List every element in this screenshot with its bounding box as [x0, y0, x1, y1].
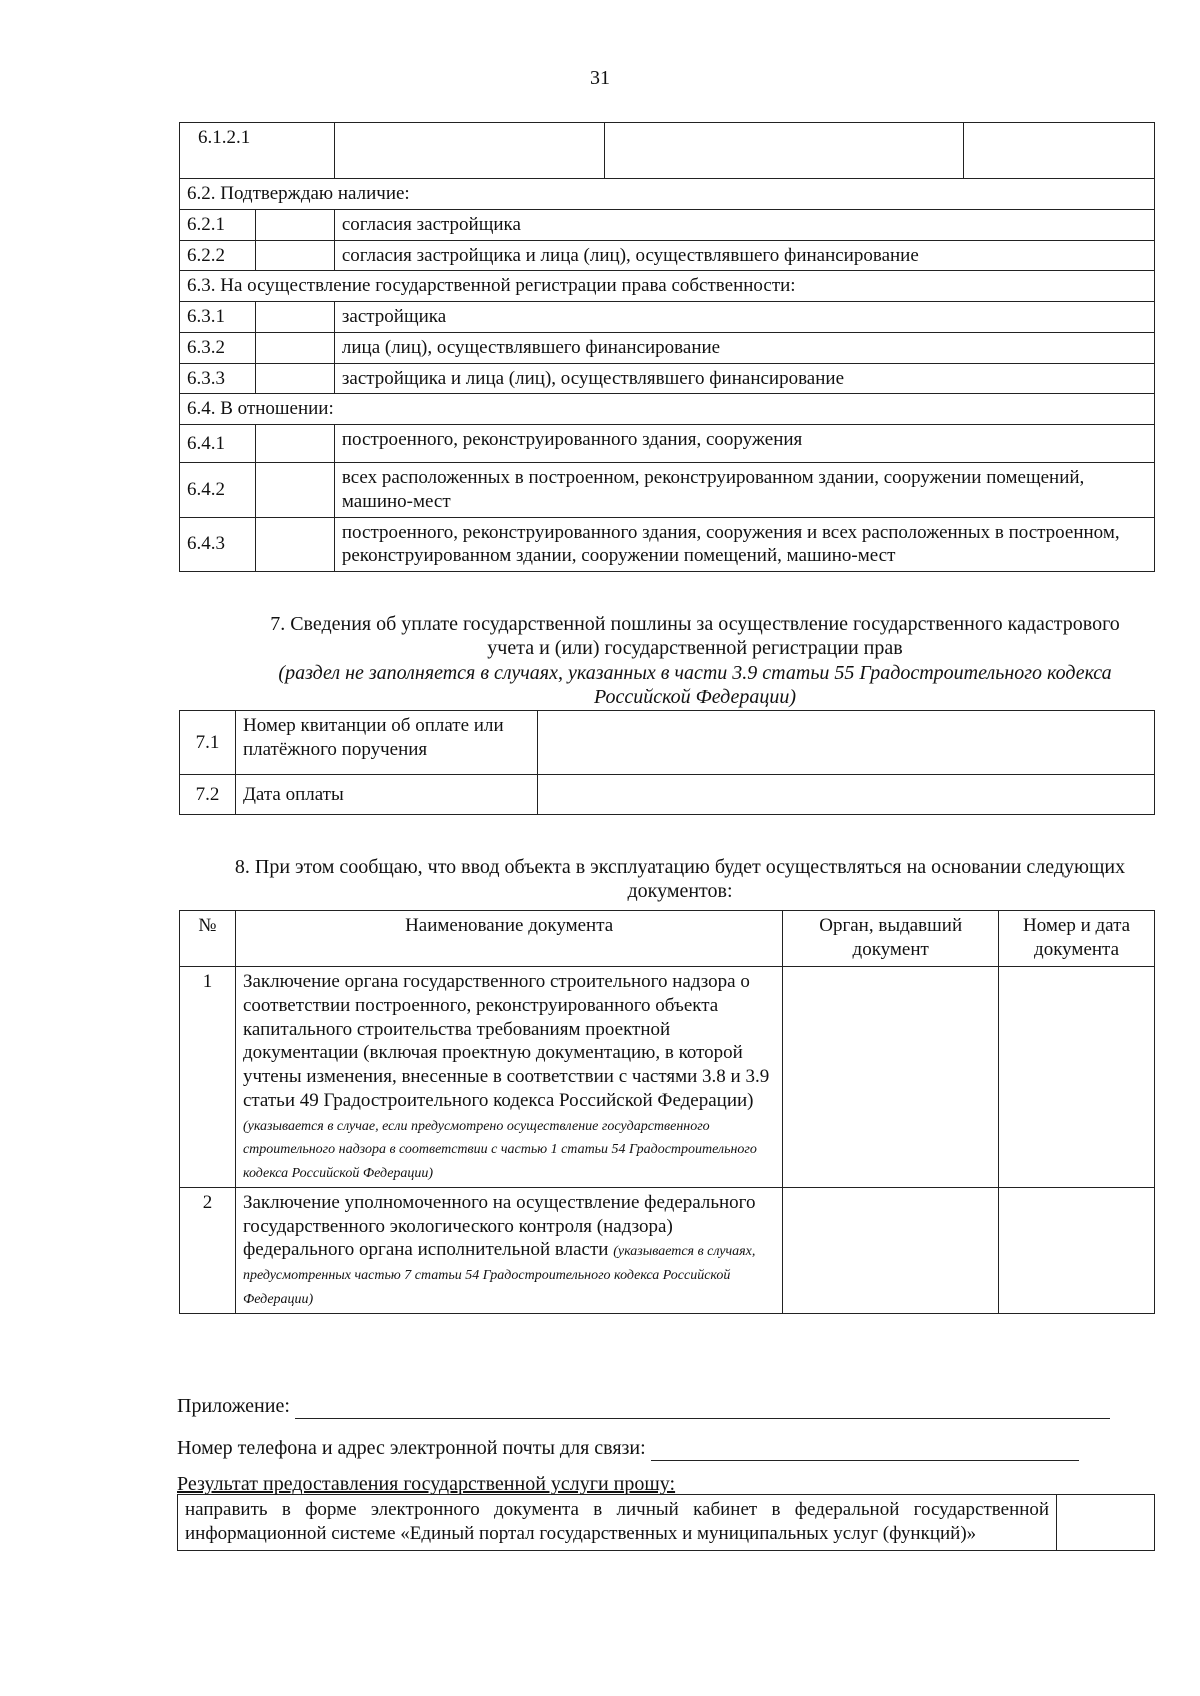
row-code-6121: 6.1.2.1: [180, 123, 335, 179]
text-6-2-2: согласия застройщика и лица (лиц), осуществлявшего финансирование: [334, 240, 1154, 271]
contact-field[interactable]: [651, 1441, 1079, 1461]
label-7-1: Номер квитанции об оплате или платёжного поручения: [235, 711, 537, 775]
text-6-2-1: согласия застройщика: [334, 209, 1154, 240]
contact-row: [177, 1436, 1079, 1461]
code-6-3-1: 6.3.1: [180, 302, 256, 333]
attachment-label: Приложение:: [177, 1395, 290, 1417]
text-6-4-1: построенного, реконструированного здания, сооружения: [334, 425, 1154, 463]
label-7-2: Дата оплаты: [235, 775, 537, 815]
header-issuing-authority: Орган, выдавший документ: [783, 911, 999, 967]
field-6121-b[interactable]: [604, 123, 964, 179]
payment-date-field[interactable]: [537, 775, 1154, 815]
section-7-table: [179, 710, 1155, 815]
field-6121-a[interactable]: [334, 123, 604, 179]
header-number: №: [180, 911, 236, 967]
doc-2-number: 2: [180, 1187, 236, 1313]
header-document-name: Наименование документа: [235, 911, 782, 967]
checkbox-6-2-2[interactable]: [255, 240, 334, 271]
doc-1-note: (указывается в случае, если предусмотрено осуществление государственного строительного надзора в соответствии с частью 1 статьи 54 Градостроительного кодекса Российской Федерации): [242, 1118, 757, 1181]
section-8-title: 8. При этом сообщаю, что ввод объекта в эксплуатацию будет осуществляться на основании следующих документов:: [234, 856, 1126, 903]
checkbox-6-3-2[interactable]: [255, 332, 334, 363]
code-6-2-1: 6.2.1: [180, 209, 256, 240]
doc-1-number-date-field[interactable]: [999, 967, 1155, 1188]
code-7-1: 7.1: [180, 711, 236, 775]
checkbox-6-4-2[interactable]: [255, 463, 334, 518]
checkbox-6-2-1[interactable]: [255, 209, 334, 240]
checkbox-6-4-3[interactable]: [255, 517, 334, 572]
attachment-field[interactable]: [295, 1399, 1110, 1419]
doc-1-number: 1: [180, 967, 236, 1188]
result-option-text: направить в форме электронного документа в личный кабинет в федеральной государственной информационной системе «Единый портал государственных и муниципальных услуг (функций)»: [178, 1495, 1057, 1551]
section-7-note: (раздел не заполняется в случаях, указанных в части 3.9 статьи 55 Градостроительного кодекса Российской Федерации): [278, 661, 1112, 709]
section-6-table: [179, 122, 1155, 572]
code-6-3-2: 6.3.2: [180, 332, 256, 363]
field-6121-c[interactable]: [964, 123, 1155, 179]
doc-1-name: Заключение органа государственного строительного надзора о соответствии построенного, реконструированного объекта капитального строительства требованиям проектной документации (включая проектную документацию, в которой учтены изменения, внесенные в соответствии с частями 3.8 и 3.9 статьи 49 Градостроительного кодекса Российской Федерации): [242, 971, 770, 1111]
result-label: Результат предоставления государственной услуги прошу:: [177, 1473, 676, 1495]
code-6-2-2: 6.2.2: [180, 240, 256, 271]
code-6-3-3: 6.3.3: [180, 363, 256, 394]
heading-6-4: 6.4. В отношении:: [180, 394, 1155, 425]
result-option-checkbox[interactable]: [1057, 1495, 1155, 1551]
result-table: [177, 1494, 1155, 1551]
doc-1-authority-field[interactable]: [783, 967, 999, 1188]
receipt-number-field[interactable]: [537, 711, 1154, 775]
checkbox-6-3-3[interactable]: [255, 363, 334, 394]
doc-1-name-cell: [235, 967, 782, 1188]
doc-2-note: (указывается в случаях, предусмотренных частью 7 статьи 54 Градостроительного кодекса Российской Федерации): [242, 1244, 756, 1307]
header-number-date: Номер и дата документа: [999, 911, 1155, 967]
doc-2-number-date-field[interactable]: [999, 1187, 1155, 1313]
heading-6-2: 6.2. Подтверждаю наличие:: [180, 179, 1155, 210]
section-7-title: 7. Сведения об уплате государственной пошлины за осуществление государственного кадастрового учета и (или) государственной регистрации прав: [270, 613, 1120, 660]
text-6-3-1: застройщика: [334, 302, 1154, 333]
heading-6-3: 6.3. На осуществление государственной регистрации права собственности:: [180, 271, 1155, 302]
text-6-4-3: построенного, реконструированного здания, сооружения и всех расположенных в построенном, реконструированном здании, сооружении помещений, машино-мест: [334, 517, 1154, 572]
attachment-row: [177, 1394, 1110, 1419]
code-6-4-1: 6.4.1: [180, 425, 256, 463]
code-6-4-3: 6.4.3: [180, 517, 256, 572]
doc-2-authority-field[interactable]: [783, 1187, 999, 1313]
code-7-2: 7.2: [180, 775, 236, 815]
text-6-4-2: всех расположенных в построенном, реконструированном здании, сооружении помещений, машино-мест: [334, 463, 1154, 518]
contact-label: Номер телефона и адрес электронной почты для связи:: [177, 1437, 646, 1459]
checkbox-6-3-1[interactable]: [255, 302, 334, 333]
checkbox-6-4-1[interactable]: [255, 425, 334, 463]
doc-2-name-cell: [235, 1187, 782, 1313]
section-8-table: [179, 910, 1155, 1314]
code-6-4-2: 6.4.2: [180, 463, 256, 518]
text-6-3-3: застройщика и лица (лиц), осуществлявшего финансирование: [334, 363, 1154, 394]
page-number: 31: [590, 67, 610, 89]
doc-2-name: Заключение уполномоченного на осуществление федерального государственного экологического контроля (надзора) федерального органа исполнительной власти: [242, 1191, 756, 1261]
text-6-3-2: лица (лиц), осуществлявшего финансирование: [334, 332, 1154, 363]
section-7-heading: [255, 612, 1135, 710]
